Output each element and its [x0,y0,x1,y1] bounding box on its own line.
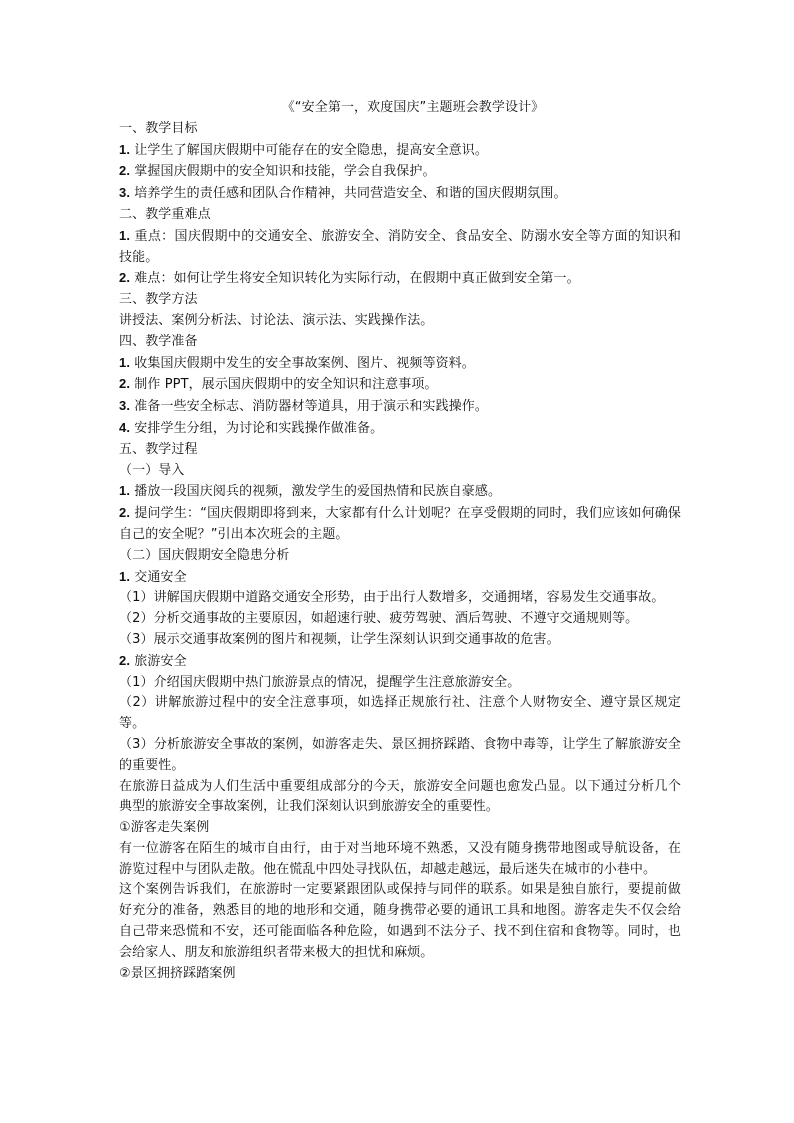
item-number: 2. [119,163,131,179]
numbered-item [119,374,681,396]
item-number: 2. [119,376,131,392]
item-text: 难点：如何让学生将安全知识转化为实际行动，在假期中真正做到安全第一。 [130,271,580,287]
section-heading: 四、教学准备 [119,333,198,349]
body-paragraph: （2）讲解旅游过程中的安全注意事项，如选择正规旅行社、注意个人财物安全、遵守景区规定等。 [119,695,681,732]
body-paragraph: （3）展示交通事故案例的图片和视频，让学生深刻认识到交通事故的危害。 [119,631,560,647]
item-text: 播放一段国庆阅兵的视频，激发学生的爱国热情和民族自豪感。 [130,484,502,500]
item-text: 掌握国庆假期中的安全知识和技能，学会自我保护。 [130,164,436,180]
item-text: 收集国庆假期中发生的安全事故案例、图片、视频等资料。 [130,355,475,371]
numbered-item [119,353,681,375]
numbered-item [119,567,681,589]
document-title: 《“安全第一，欢度国庆”主题班会教学设计》 [281,100,545,115]
item-text: 旅游安全 [130,653,187,669]
body-paragraph: 这个案例告诉我们，在旅游时一定要紧跟团队或保持与同伴的联系。如果是独自旅行，要提前做好充分的准备，熟悉目的地的地形和交通，随身携带必要的通讯工具和地图。游客走失不仅会给自己带来恐慌和不安，还可能面临各种危险，如遇到不法分子、找不到住宿和食物等。同时，也会给家人、朋友和旅游组织者带来极大的担忧和麻烦。 [119,882,681,960]
numbered-item [119,418,681,440]
item-number: 1. [119,568,131,584]
section-heading: （二）国庆假期安全隐患分析 [119,547,290,563]
section-heading: （一）导入 [119,462,185,478]
section-heading: ①游客走失案例 [119,820,210,836]
paragraph-list [119,119,681,985]
body-paragraph: （2）分析交通事故的主要原因，如超速行驶、疲劳驾驶、酒后驾驶、不遵守交通规则等。 [119,611,639,627]
numbered-item [119,161,681,183]
item-text: 安排学生分组，为讨论和实践操作做准备。 [130,420,384,436]
item-number: 2. [119,652,131,668]
numbered-item [119,396,681,418]
item-text: 提问学生：“国庆假期即将到来，大家都有什么计划呢？在享受假期的同时，我们应该如何确保自己的安全呢？”引出本次班会的主题。 [119,506,681,542]
item-number: 1. [119,354,131,370]
section-heading: 三、教学方法 [119,292,198,308]
body-paragraph: 讲授法、案例分析法、讨论法、演示法、实践操作法。 [119,312,434,328]
item-number: 2. [119,270,131,286]
item-number: 4. [119,419,131,435]
section-heading: ②景区拥挤踩踏案例 [119,965,236,981]
item-number: 1. [119,141,131,157]
document-body [119,98,681,984]
item-number: 1. [119,227,131,243]
section-heading: 一、教学目标 [119,120,198,136]
numbered-item [119,481,681,503]
numbered-item [119,140,681,162]
item-text: 准备一些安全标志、消防器材等道具，用于演示和实践操作。 [130,399,488,415]
section-heading: 五、教学过程 [119,441,198,457]
item-text: 制作 PPT，展示国庆假期中的安全知识和注意事项。 [130,377,438,393]
numbered-item [119,651,681,673]
item-text: 培养学生的责任感和团队合作精神，共同营造安全、和谐的国庆假期氛围。 [130,186,567,202]
item-text: 让学生了解国庆假期中可能存在的安全隐患，提高安全意识。 [130,142,488,158]
numbered-item [119,503,681,546]
numbered-item [119,268,681,290]
item-number: 1. [119,483,131,499]
item-text: 交通安全 [130,569,187,585]
numbered-item [119,226,681,269]
item-number: 3. [119,398,131,414]
item-text: 重点：国庆假期中的交通安全、旅游安全、消防安全、食品安全、防溺水安全等方面的知识和技能。 [119,228,681,265]
numbered-item [119,183,681,205]
body-paragraph: 有一位游客在陌生的城市自由行，由于对当地环境不熟悉，又没有随身携带地图或导航设备，在游览过程中与团队走散。他在慌乱中四处寻找队伍，却越走越远，最后迷失在城市的小巷中。 [119,840,681,877]
section-heading: 二、教学重难点 [119,206,211,222]
body-paragraph: （1）讲解国庆假期中道路交通安全形势，由于出行人数增多，交通拥堵，容易发生交通事故。 [119,590,665,606]
body-paragraph: （3）分析旅游安全事故的案例，如游客走失、景区拥挤踩踏、食物中毒等，让学生了解旅游安全的重要性。 [119,736,681,773]
body-paragraph: 在旅游日益成为人们生活中重要组成部分的今天，旅游安全问题也愈发凸显。以下通过分析几个典型的旅游安全事故案例，让我们深刻认识到旅游安全的重要性。 [119,778,681,815]
body-paragraph: （1）介绍国庆假期中热门旅游景点的情况，提醒学生注意旅游安全。 [119,674,521,690]
item-number: 2. [119,505,131,521]
item-number: 3. [119,185,131,201]
